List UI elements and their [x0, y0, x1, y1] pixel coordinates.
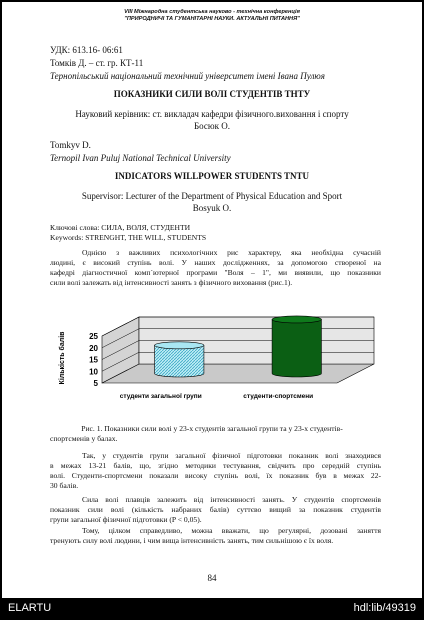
paragraph-line: тренують силу волі людини, і чим вища інтенсивність занять, тим сильнішою є їх воля. [50, 536, 334, 545]
supervisor-ua-line1: Науковий керівник: ст. викладач кафедри фізичного.виховання і спорту [75, 109, 349, 119]
y-tick-label: 20 [89, 343, 98, 353]
conference-line-1: VIII Міжнародна студентська науково - технічна конференція [124, 9, 300, 15]
paragraph-line: волі. Студенти-спортсмени показали високу ступінь волі, їх показник був в межах 22- [50, 471, 381, 480]
affiliation-en: Ternopil Ivan Puluj National Technical University [50, 153, 231, 163]
y-tick-label: 25 [89, 332, 98, 341]
author-ua: Томків Д. – ст. гр. КТ-11 [50, 58, 144, 68]
paragraph-line: Тому, цілком справедливо, можна вважати, що регулярні, дозовані заняття [82, 526, 381, 535]
paper-page [2, 2, 422, 598]
footer-repository: ELARTU [8, 602, 52, 614]
bar [272, 319, 321, 377]
chart-floor [102, 364, 374, 383]
footer-handle: hdl:lib/49319 [353, 602, 416, 614]
paragraph-line: 30 балів. [50, 481, 79, 490]
keywords-en: Keywords: STRENGHT, THE WILL, STUDENTS [50, 233, 207, 242]
figure-caption-line2: спортсменів у балах. [50, 434, 118, 443]
paragraph-line: сили волі залежать від інтенсивності занять з фізичного виховання (рис.1). [50, 278, 293, 287]
page-number: 84 [207, 573, 217, 583]
willpower-bar-chart [54, 306, 384, 406]
paragraph-line: людині, є високий ступінь волі. У наших дослідженнях, за допомогою створеної на [50, 258, 381, 267]
paragraph-intro [50, 248, 381, 288]
supervisor-en-line2: Bosyuk O. [192, 203, 232, 213]
paragraph-conclusion [50, 526, 381, 546]
y-axis-ticks [89, 332, 98, 388]
keywords-ua: Ключові слова: СИЛА, ВОЛЯ, СТУДЕНТИ [50, 223, 191, 232]
title-en: INDICATORS WILLPOWER STUDENTS TNTU [114, 171, 310, 181]
paragraph-line: в межах 13-21 балів, що, згідно методики тестування, свідчить про середній ступінь [50, 461, 381, 470]
paragraph-line: групи загальної фізичної підготовки (P < 0,05). [50, 515, 202, 524]
supervisor-ua-line2: Босюк О. [194, 121, 230, 131]
y-tick-label: 5 [93, 379, 98, 388]
x-category-label: студенти-спортсмени [243, 393, 314, 400]
conference-line-2: "ПРИРОДНИЧІ ТА ГУМАНІТАРНІ НАУКИ. АКТУАЛЬНІ ПИТАННЯ" [124, 16, 300, 22]
author-en: Tomkyv D. [50, 140, 91, 150]
supervisor-en-line1: Supervisor: Lecturer of the Department of Physical Education and Sport [81, 191, 343, 201]
title-ua: ПОКАЗНИКИ СИЛИ ВОЛІ СТУДЕНТІВ ТНТУ [113, 89, 311, 99]
paragraph-line: показник сили волі (кількість набраних балів) суттєво вищий за показник студентів [50, 505, 381, 514]
conference-header [2, 9, 422, 23]
udc-code: УДК: 613.16- 06:61 [50, 45, 123, 55]
x-axis-categories [120, 393, 313, 400]
y-axis-label: Кількість балів [59, 331, 66, 385]
paragraph-line: Сила волі плавців залежить від інтенсивності занять. У студентів спортсменів [82, 495, 381, 504]
x-category-label: студенти загальної групи [119, 393, 202, 400]
figure-caption-line1: Рис. 1. Показники сили волі у 23-х студентів загальної групи та у 23-х студентів- [81, 424, 343, 433]
paragraph-comparison [50, 495, 381, 525]
bar-top [272, 316, 321, 323]
paragraph-line: Однією з важливих психологічних рис характеру, яка необхідна сучасній [82, 248, 381, 257]
bar [155, 345, 204, 377]
y-tick-label: 10 [89, 367, 98, 377]
paragraph-results [50, 451, 381, 491]
y-tick-label: 15 [89, 355, 98, 365]
paragraph-line: Так, у студентів групи загальної фізичної підготовки показник волі знаходився [82, 451, 381, 460]
paragraph-line: кафедрі діагностичної комп`ютерної програми "Воля – 1", ми виявили, що показники [50, 268, 381, 277]
affiliation-ua: Тернопільський національний технічний університет імені Івана Пулюя [50, 71, 325, 81]
bar-top [155, 342, 204, 349]
